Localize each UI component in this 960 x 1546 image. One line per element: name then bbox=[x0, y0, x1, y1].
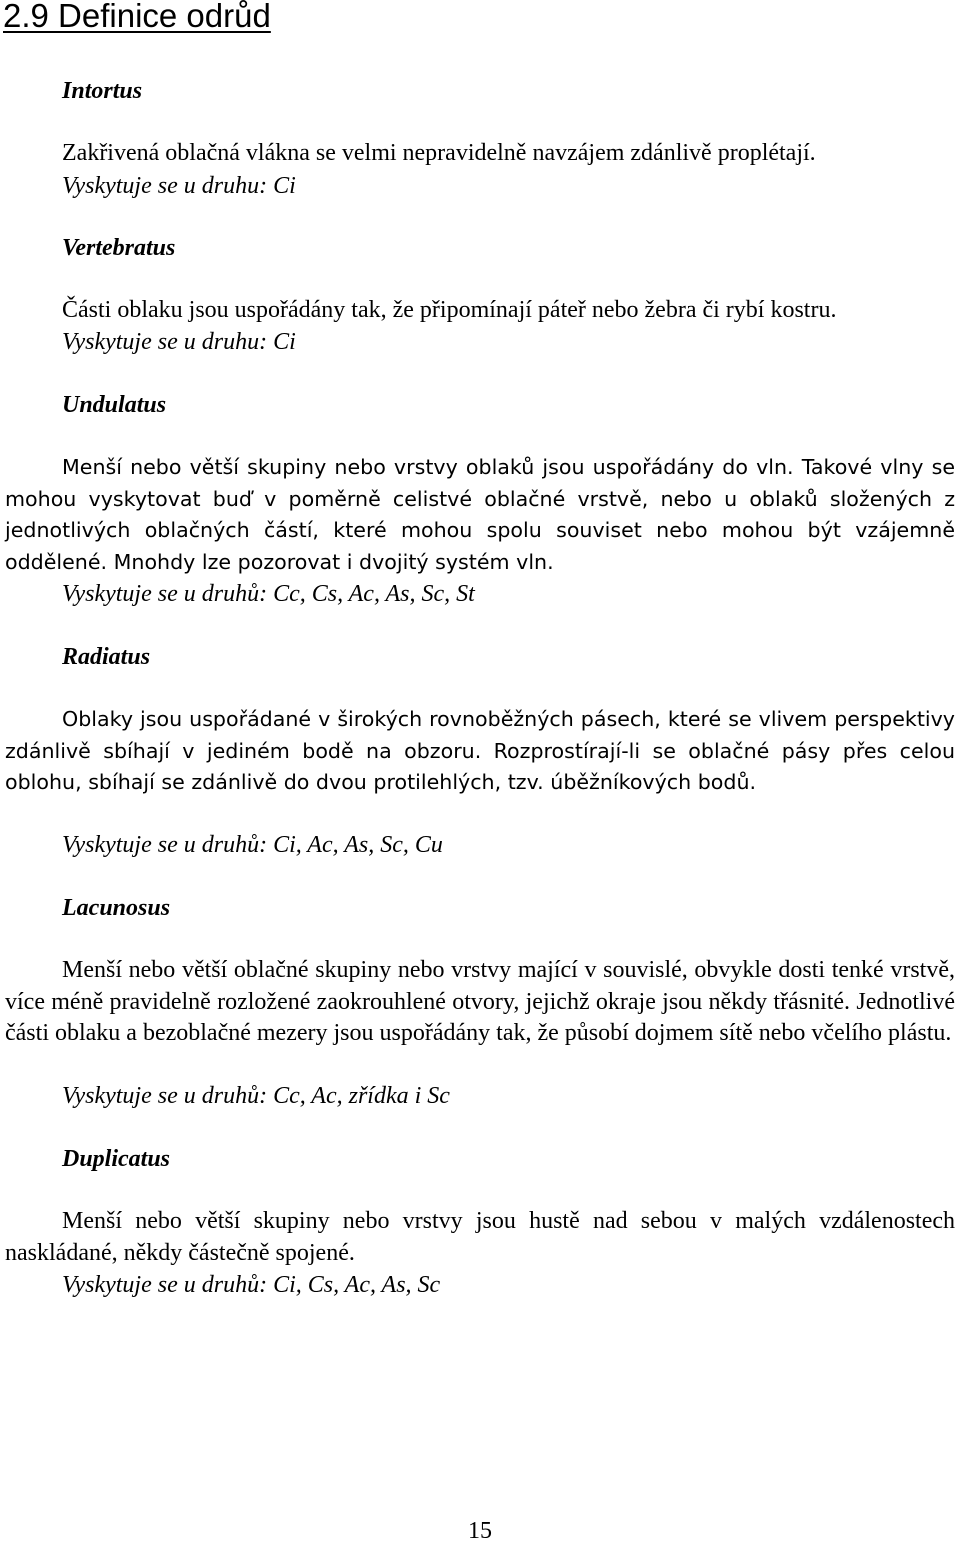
definition-lacunosus: Menší nebo větší oblačné skupiny nebo vrstvy mající v souvislé, obvykle dosti tenké vrstvě, více méně pravidelně rozložené zaokrouhlené otvory, jejichž okraje jsou někdy třásnité. Jednotlivé části oblaku a bezoblačné mezery jsou uspořádány tak, že působí dojmem sítě nebo včelího plástu. bbox=[5, 957, 955, 1046]
occurrence-duplicatus: Vyskytuje se u druhů: Ci, Cs, Ac, As, Sc bbox=[62, 1272, 441, 1298]
page-number: 15 bbox=[468, 1518, 492, 1544]
occurrence-lacunosus: Vyskytuje se u druhů: Cc, Ac, zřídka i Sc bbox=[62, 1083, 450, 1109]
term-undulatus: Undulatus bbox=[62, 392, 167, 418]
term-intortus: Intortus bbox=[62, 78, 143, 104]
term-duplicatus: Duplicatus bbox=[62, 1146, 171, 1172]
occurrence-vertebratus: Vyskytuje se u druhu: Ci bbox=[62, 329, 296, 355]
section-heading: 2.9 Definice odrůd bbox=[3, 0, 271, 34]
term-lacunosus: Lacunosus bbox=[62, 895, 171, 921]
occurrence-undulatus: Vyskytuje se u druhů: Cc, Cs, Ac, As, Sc, St bbox=[62, 581, 475, 607]
definition-intortus: Zakřivená oblačná vlákna se velmi nepravidelně navzájem zdánlivě proplétají. bbox=[62, 140, 816, 166]
term-vertebratus: Vertebratus bbox=[62, 235, 176, 261]
occurrence-intortus: Vyskytuje se u druhu: Ci bbox=[62, 173, 296, 199]
definition-undulatus: Menší nebo větší skupiny nebo vrstvy oblaků jsou uspořádány do vln. Takové vlny se mohou vyskytovat buď v poměrně celistvé oblačné vrstvě, nebo u oblaků složených z jednotlivých oblačných částí, které mohou spolu souviset nebo mohou být vzájemně oddělené. Mnohdy lze pozorovat i dvojitý systém vln. bbox=[5, 455, 955, 574]
definition-duplicatus: Menší nebo větší skupiny nebo vrstvy jsou hustě nad sebou v malých vzdálenostech naskládané, někdy částečně spojené. bbox=[5, 1208, 955, 1266]
definition-radiatus: Oblaky jsou uspořádané v širokých rovnoběžných pásech, které se vlivem perspektivy zdánlivě sbíhají v jediném bodě na obzoru. Rozprostírají-li se oblačné pásy přes celou oblohu, sbíhají se zdánlivě do dvou protilehlých, tzv. úběžníkových bodů. bbox=[5, 707, 955, 794]
term-radiatus: Radiatus bbox=[62, 644, 151, 670]
occurrence-radiatus: Vyskytuje se u druhů: Ci, Ac, As, Sc, Cu bbox=[62, 832, 443, 858]
definition-vertebratus: Části oblaku jsou uspořádány tak, že připomínají páteř nebo žebra či rybí kostru. bbox=[62, 297, 837, 323]
